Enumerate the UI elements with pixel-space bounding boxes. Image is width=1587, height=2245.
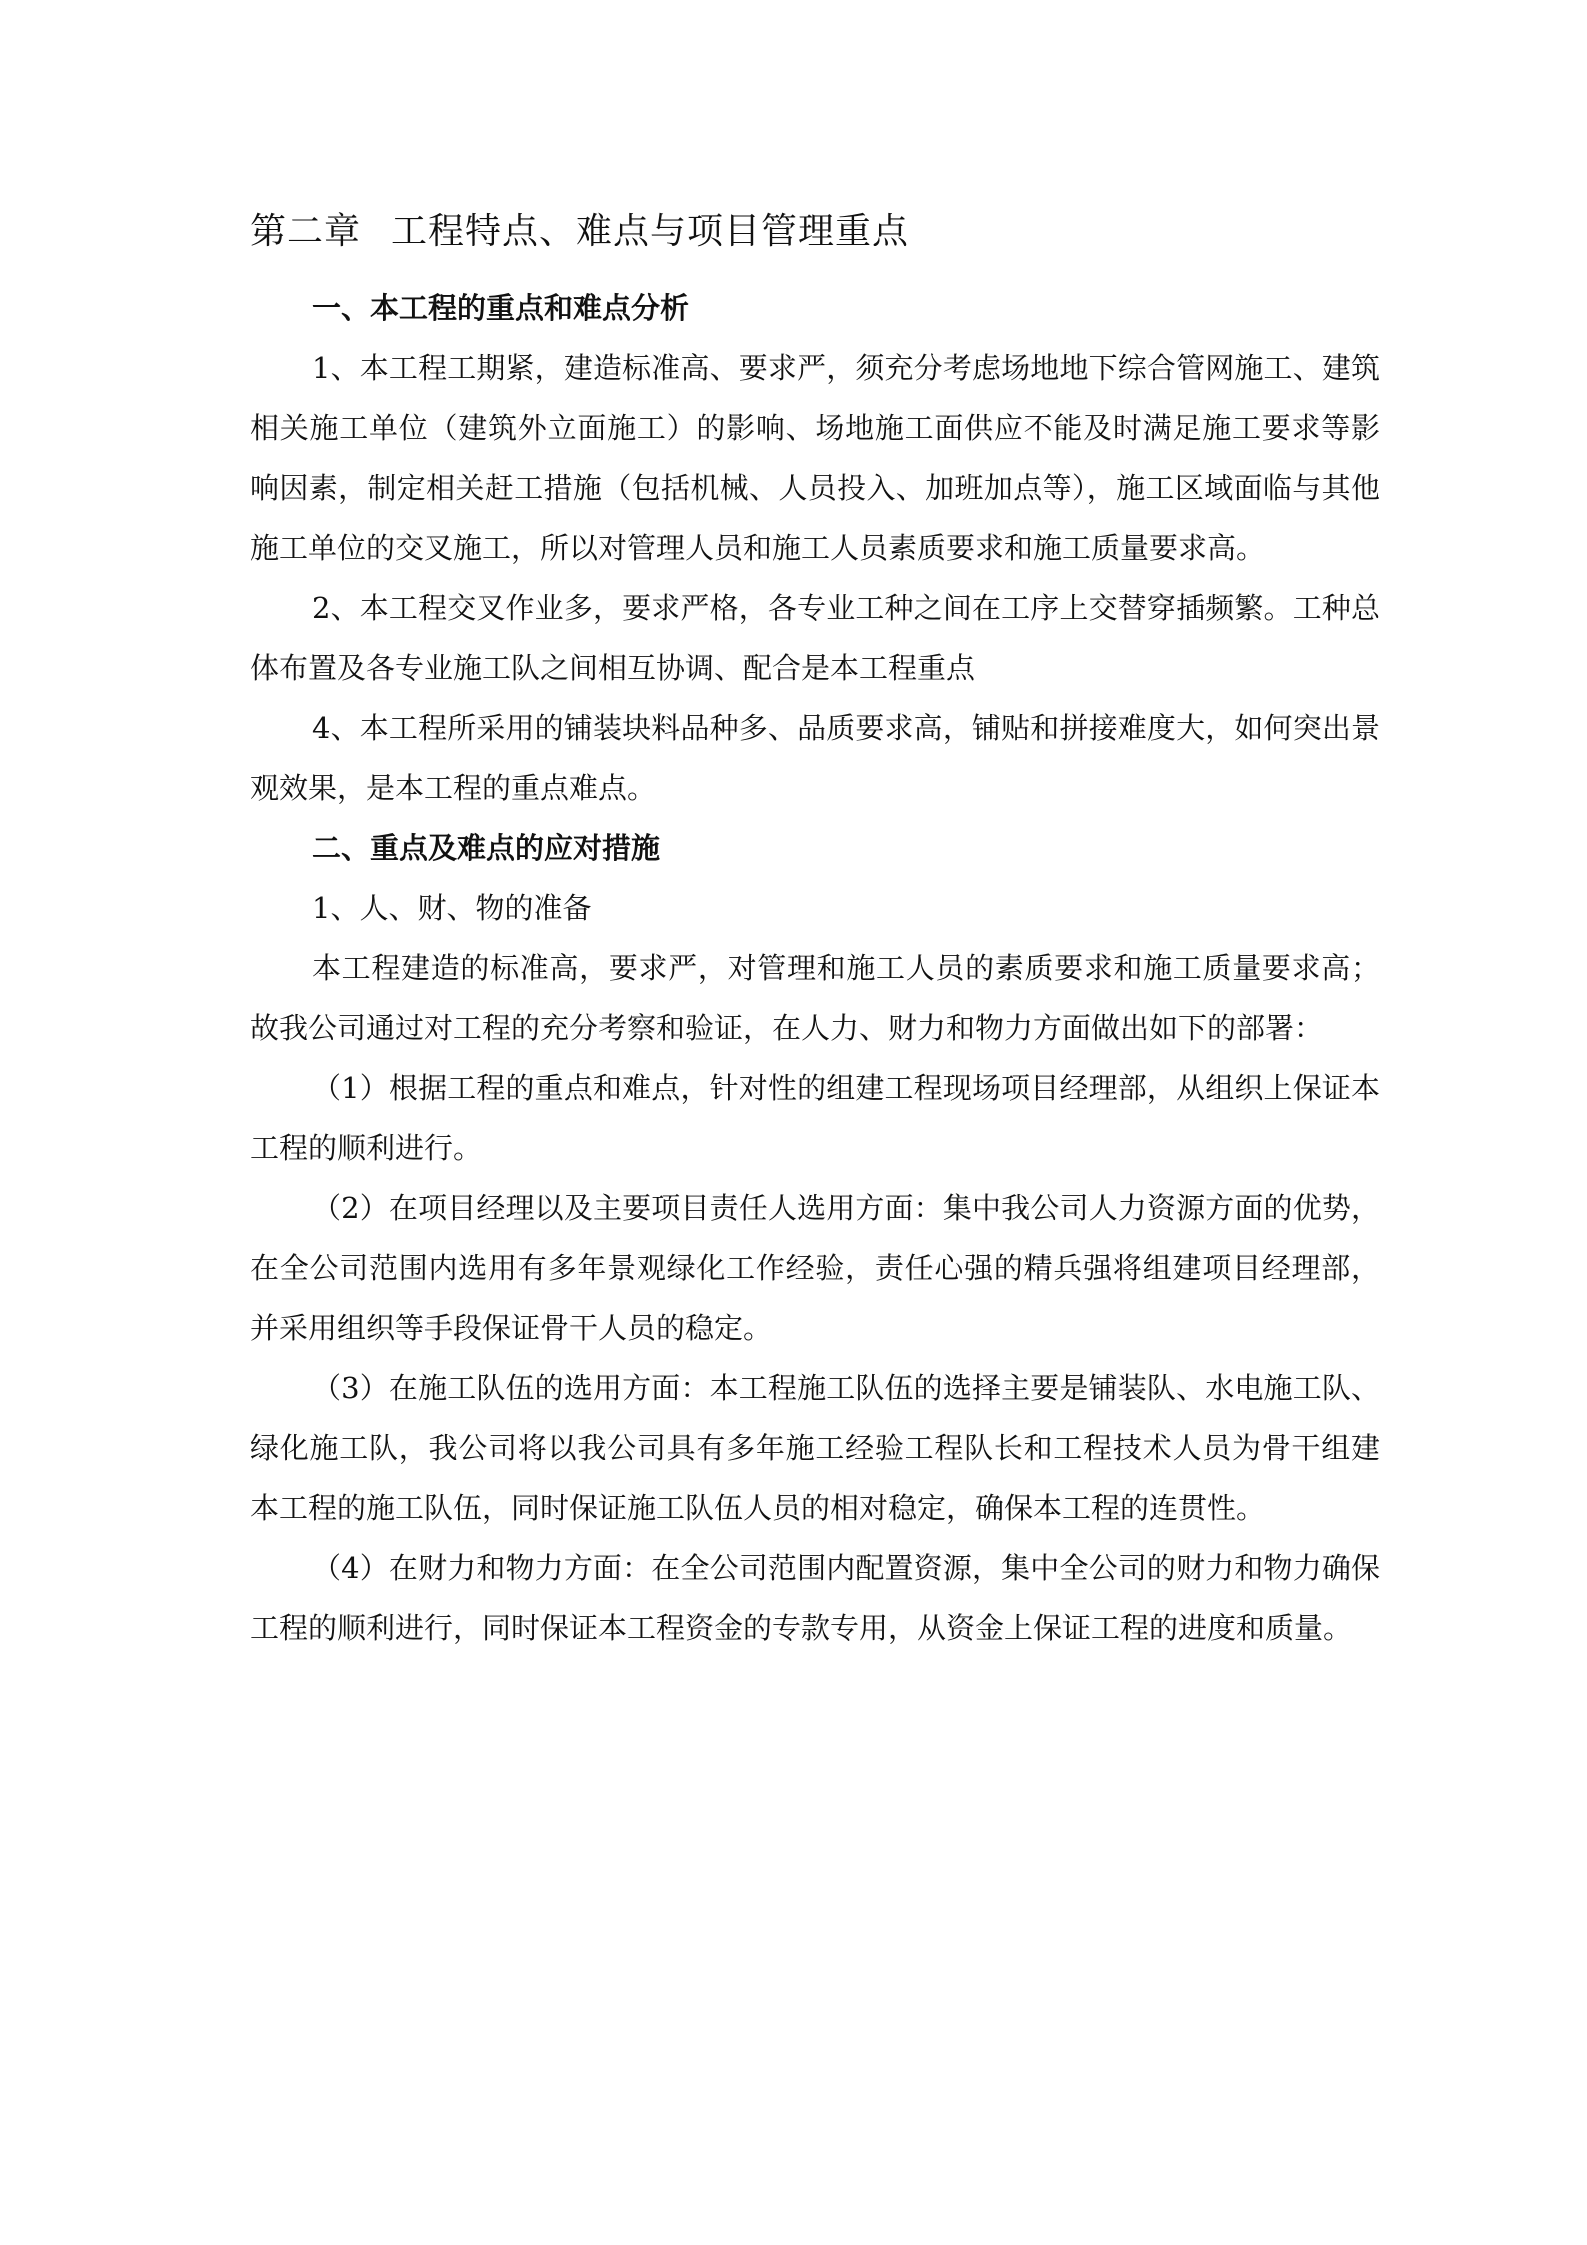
paragraph-4: 4、本工程所采用的铺装块料品种多、品质要求高，铺贴和拼接难度大，如何突出景观效果，是本工程的重点难点。 <box>250 711 1380 805</box>
paragraph-intro: 本工程建造的标准高，要求严，对管理和施工人员的素质要求和施工质量要求高；故我公司通过对工程的充分考察和验证，在人力、财力和物力方面做出如下的部署： <box>250 951 1380 1045</box>
section-heading-measures: 二、重点及难点的应对措施 <box>312 831 661 865</box>
chapter-title <box>250 200 1380 264</box>
paragraph-1: 1、本工程工期紧，建造标准高、要求严，须充分考虑场地地下综合管网施工、建筑相关施工单位（建筑外立面施工）的影响、场地施工面供应不能及时满足施工要求等影响因素，制定相关赶工措施（包括机械、人员投入、加班加点等），施工区域面临与其他施工单位的交叉施工，所以对管理人员和施工人员素质要求和施工质量要求高。 <box>250 351 1380 565</box>
chapter-title-text: 工程特点、难点与项目管理重点 <box>391 211 910 252</box>
subheading-preparation: 1、人、财、物的准备 <box>312 891 592 925</box>
paragraph-2: 2、本工程交叉作业多，要求严格，各专业工种之间在工序上交替穿插频繁。工种总体布置及各专业施工队之间相互协调、配合是本工程重点 <box>250 591 1380 685</box>
section-heading-analysis: 一、本工程的重点和难点分析 <box>312 291 690 325</box>
paragraph-item-2: （2）在项目经理以及主要项目责任人选用方面：集中我公司人力资源方面的优势，在全公司范围内选用有多年景观绿化工作经验，责任心强的精兵强将组建项目经理部，并采用组织等手段保证骨干人员的稳定。 <box>250 1191 1380 1345</box>
paragraph-item-1: （1）根据工程的重点和难点，针对性的组建工程现场项目经理部，从组织上保证本工程的顺利进行。 <box>250 1071 1380 1165</box>
paragraph-item-4: （4）在财力和物力方面：在全公司范围内配置资源，集中全公司的财力和物力确保工程的顺利进行，同时保证本工程资金的专款专用，从资金上保证工程的进度和质量。 <box>250 1551 1380 1645</box>
chapter-number: 第二章 <box>250 211 362 252</box>
document-page <box>250 200 1380 1658</box>
paragraph-item-3: （3）在施工队伍的选用方面：本工程施工队伍的选择主要是铺装队、水电施工队、绿化施工队，我公司将以我公司具有多年施工经验工程队长和工程技术人员为骨干组建本工程的施工队伍，同时保证施工队伍人员的相对稳定，确保本工程的连贯性。 <box>250 1371 1380 1525</box>
